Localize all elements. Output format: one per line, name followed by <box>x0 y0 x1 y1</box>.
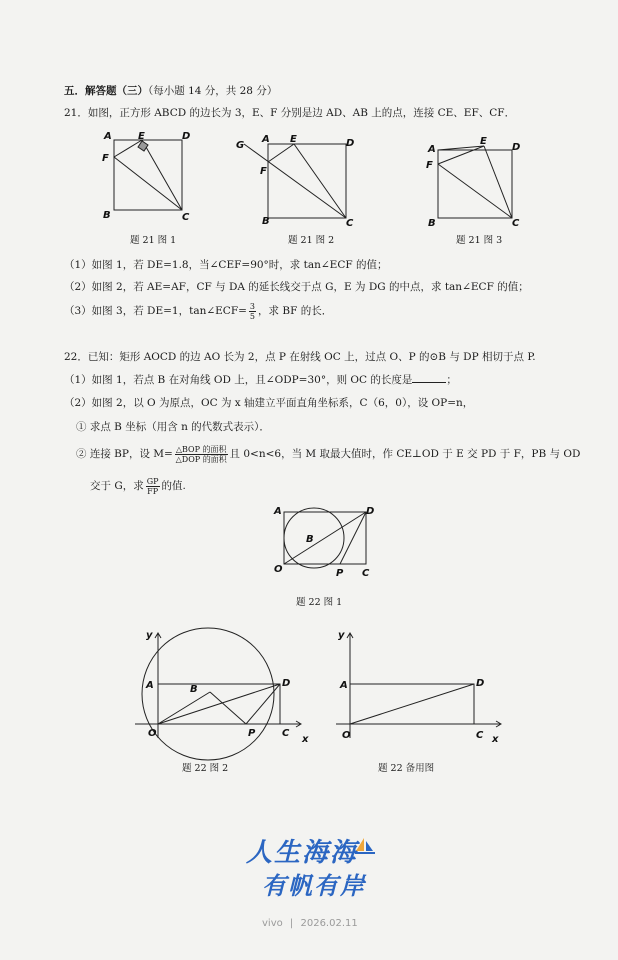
q21-part3-end: ，求 BF 的长． <box>258 305 333 317</box>
label-y: y <box>146 630 153 641</box>
camera-watermark <box>262 918 358 929</box>
label-C: C <box>362 568 370 579</box>
label-D: D <box>182 131 191 142</box>
label-C: C <box>282 728 290 739</box>
label-D: D <box>476 678 485 689</box>
q21-part2: （2）如图 2，若 AE=AF，CF 与 DA 的延长线交于点 G，E 为 DG 的中点，求 tan∠ECF 的值； <box>64 281 529 293</box>
q21-part3-fraction <box>249 302 256 321</box>
label-x: x <box>302 734 309 745</box>
label-E: E <box>138 131 145 142</box>
label-E: E <box>480 136 487 147</box>
q21-figure-3 <box>424 128 524 228</box>
watermark-brand: vivo <box>262 918 283 929</box>
label-B: B <box>103 210 111 221</box>
section-title <box>64 84 277 98</box>
label-D: D <box>282 678 291 689</box>
label-A: A <box>146 680 154 691</box>
q22-sub2-cont: 且 0<n<6，当 M 取最大值时，作 CE⊥OD 于 E 交 PD 于 F，PB 与 OD <box>229 448 581 460</box>
slogan-line1: 人生海海 <box>246 838 359 868</box>
q22-sub2-line2 <box>90 474 186 498</box>
q22-part2: （2）如图 2，以 O 为原点，OC 为 x 轴建立平面直角坐标系，C（6，0），设 OP=n， <box>64 397 474 409</box>
label-O: O <box>148 728 157 739</box>
label-B: B <box>428 218 436 229</box>
q22-sub1: ① 求点 B 坐标（用含 n 的代数式表示）． <box>76 421 270 433</box>
label-A: A <box>274 506 282 517</box>
q22-fp-denominator: FP <box>147 486 159 496</box>
q22-gp-numerator: GP <box>146 476 159 486</box>
label-P: P <box>336 568 344 579</box>
watermark-date: 2026.02.11 <box>300 918 358 929</box>
q22-stem: 22．已知：矩形 AOCD 的边 AO 长为 2，点 P 在射线 OC 上，过点 O、P 的⊙B 与 DP 相切于点 P. <box>64 351 536 363</box>
section-title-text: 五．解答题（三） <box>64 85 148 97</box>
q21-part3 <box>64 300 332 322</box>
q22-figure-1 <box>268 500 378 590</box>
q21-part3-text: （3）如图 3，若 DE=1，tan∠ECF= <box>64 305 247 317</box>
q22-sub2-text: ② 连接 BP，设 M= <box>76 448 173 460</box>
q21-fraction-denominator: 5 <box>249 311 256 321</box>
q22-m-fraction <box>175 445 228 464</box>
watermark-separator: | <box>289 918 294 929</box>
q22-sub2 <box>76 442 580 466</box>
label-B: B <box>306 534 314 545</box>
q21-caption-1: 题 21 图 1 <box>130 235 177 246</box>
label-C: C <box>476 730 484 741</box>
q21-caption-3: 题 21 图 3 <box>456 235 503 246</box>
label-F: F <box>426 160 433 171</box>
label-A: A <box>428 144 436 155</box>
label-C: C <box>182 212 190 223</box>
label-F: F <box>102 153 109 164</box>
q21-part1: （1）如图 1，若 DE=1.8，当∠CEF=90°时，求 tan∠ECF 的值； <box>64 259 388 271</box>
slogan-line2: 有帆有岸 <box>262 872 366 900</box>
q22-caption-2: 题 22 图 2 <box>182 763 229 774</box>
q22-caption-1: 题 22 图 1 <box>296 597 343 608</box>
label-C: C <box>512 218 520 229</box>
q21-stem: 21．如图，正方形 ABCD 的边长为 3，E、F 分别是边 AD、AB 上的点，连接 CE、EF、CF． <box>64 107 516 119</box>
label-O: O <box>274 564 283 575</box>
label-y: y <box>338 630 345 641</box>
section-note: （每小题 14 分，共 28 分） <box>148 85 278 97</box>
label-D: D <box>346 138 355 149</box>
label-C: C <box>346 218 354 229</box>
q22-sub2-d: 的值. <box>161 480 186 492</box>
label-F: F <box>260 166 267 177</box>
q22-part1 <box>64 372 457 387</box>
q22-figure-spare <box>330 626 520 756</box>
q22-part1-end: ； <box>446 374 457 386</box>
q22-gp-fp-fraction <box>146 477 160 496</box>
q21-figure-2 <box>232 128 362 228</box>
label-A: A <box>262 134 270 145</box>
label-G: G <box>236 140 245 151</box>
q21-caption-2: 题 21 图 2 <box>288 235 335 246</box>
label-x: x <box>492 734 499 745</box>
q22-m-numerator: △BOP 的面积 <box>175 444 227 454</box>
q22-m-denominator: △DOP 的面积 <box>175 454 227 464</box>
label-D: D <box>512 142 521 153</box>
q22-figure-2 <box>130 626 320 756</box>
sailboat-icon <box>354 836 376 858</box>
label-P: P <box>248 728 256 739</box>
q22-part1-text: （1）如图 1，若点 B 在对角线 OD 上，且∠ODP=30°，则 OC 的长度是 <box>64 374 413 386</box>
label-A: A <box>104 131 112 142</box>
q22-caption-spare: 题 22 备用图 <box>378 763 435 774</box>
label-O: O <box>342 730 351 741</box>
q22-sub2-c: 交于 G，求 <box>90 480 144 492</box>
label-D: D <box>366 506 375 517</box>
q21-fraction-numerator: 3 <box>249 301 256 311</box>
label-B: B <box>190 684 198 695</box>
label-A: A <box>340 680 348 691</box>
label-E: E <box>290 134 297 145</box>
q21-figure-1 <box>100 128 200 228</box>
label-B: B <box>262 216 270 227</box>
answer-blank[interactable] <box>412 372 446 383</box>
